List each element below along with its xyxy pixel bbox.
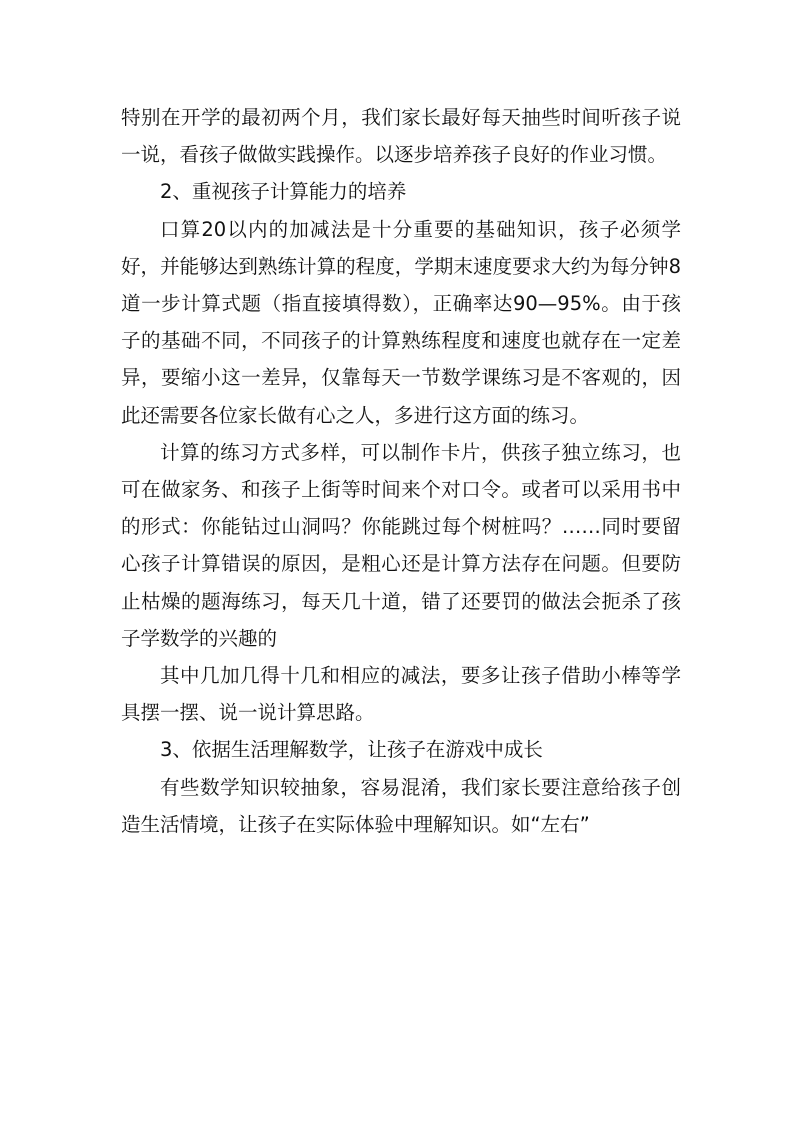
paragraph-abstract-knowledge: 有些数学知识较抽象，容易混淆，我们家长要注意给孩子创造生活情境，让孩子在实际体验中理解知识。如“左右” xyxy=(121,775,681,836)
heading-life-and-games: 3、依据生活理解数学，让孩子在游戏中成长 xyxy=(160,738,543,762)
paragraph-mental-arithmetic: 口算20以内的加减法是十分重要的基础知识，孩子必须学好，并能够达到熟练计算的程度，学期末速度要求大约为每分钟8道一步计算式题（指直接填得数），正确率达90—95%。由于孩子的基础不同，不同孩子的计算熟练程度和速度也就存在一定差异，要缩小这一差异，仅靠每天一节数学课练习是不客观的，因此还需要各位家长做有心之人，多进行这方面的练习。 xyxy=(121,217,681,427)
paragraph-practice-methods: 计算的练习方式多样，可以制作卡片，供孩子独立练习，也可在做家务、和孩子上街等时间来个对口令。或者可以采用书中的形式：你能钻过山洞吗？你能跳过每个树桩吗？……同时要留心孩子计算错误的原因，是粗心还是计算方法存在问题。但要防止枯燥的题海练习，每天几十道，错了还要罚的做法会扼杀了孩子学数学的兴趣的 xyxy=(121,440,681,650)
heading-calculation-ability: 2、重视孩子计算能力的培养 xyxy=(160,180,407,204)
paragraph-addition-subtraction: 其中几加几得十几和相应的减法，要多让孩子借助小棒等学具摆一摆、说一说计算思路。 xyxy=(121,664,681,725)
paragraph-study-habits: 特别在开学的最初两个月，我们家长最好每天抽些时间听孩子说一说，看孩子做做实践操作。以逐步培养孩子良好的作业习惯。 xyxy=(121,106,681,167)
document-body xyxy=(121,99,681,843)
